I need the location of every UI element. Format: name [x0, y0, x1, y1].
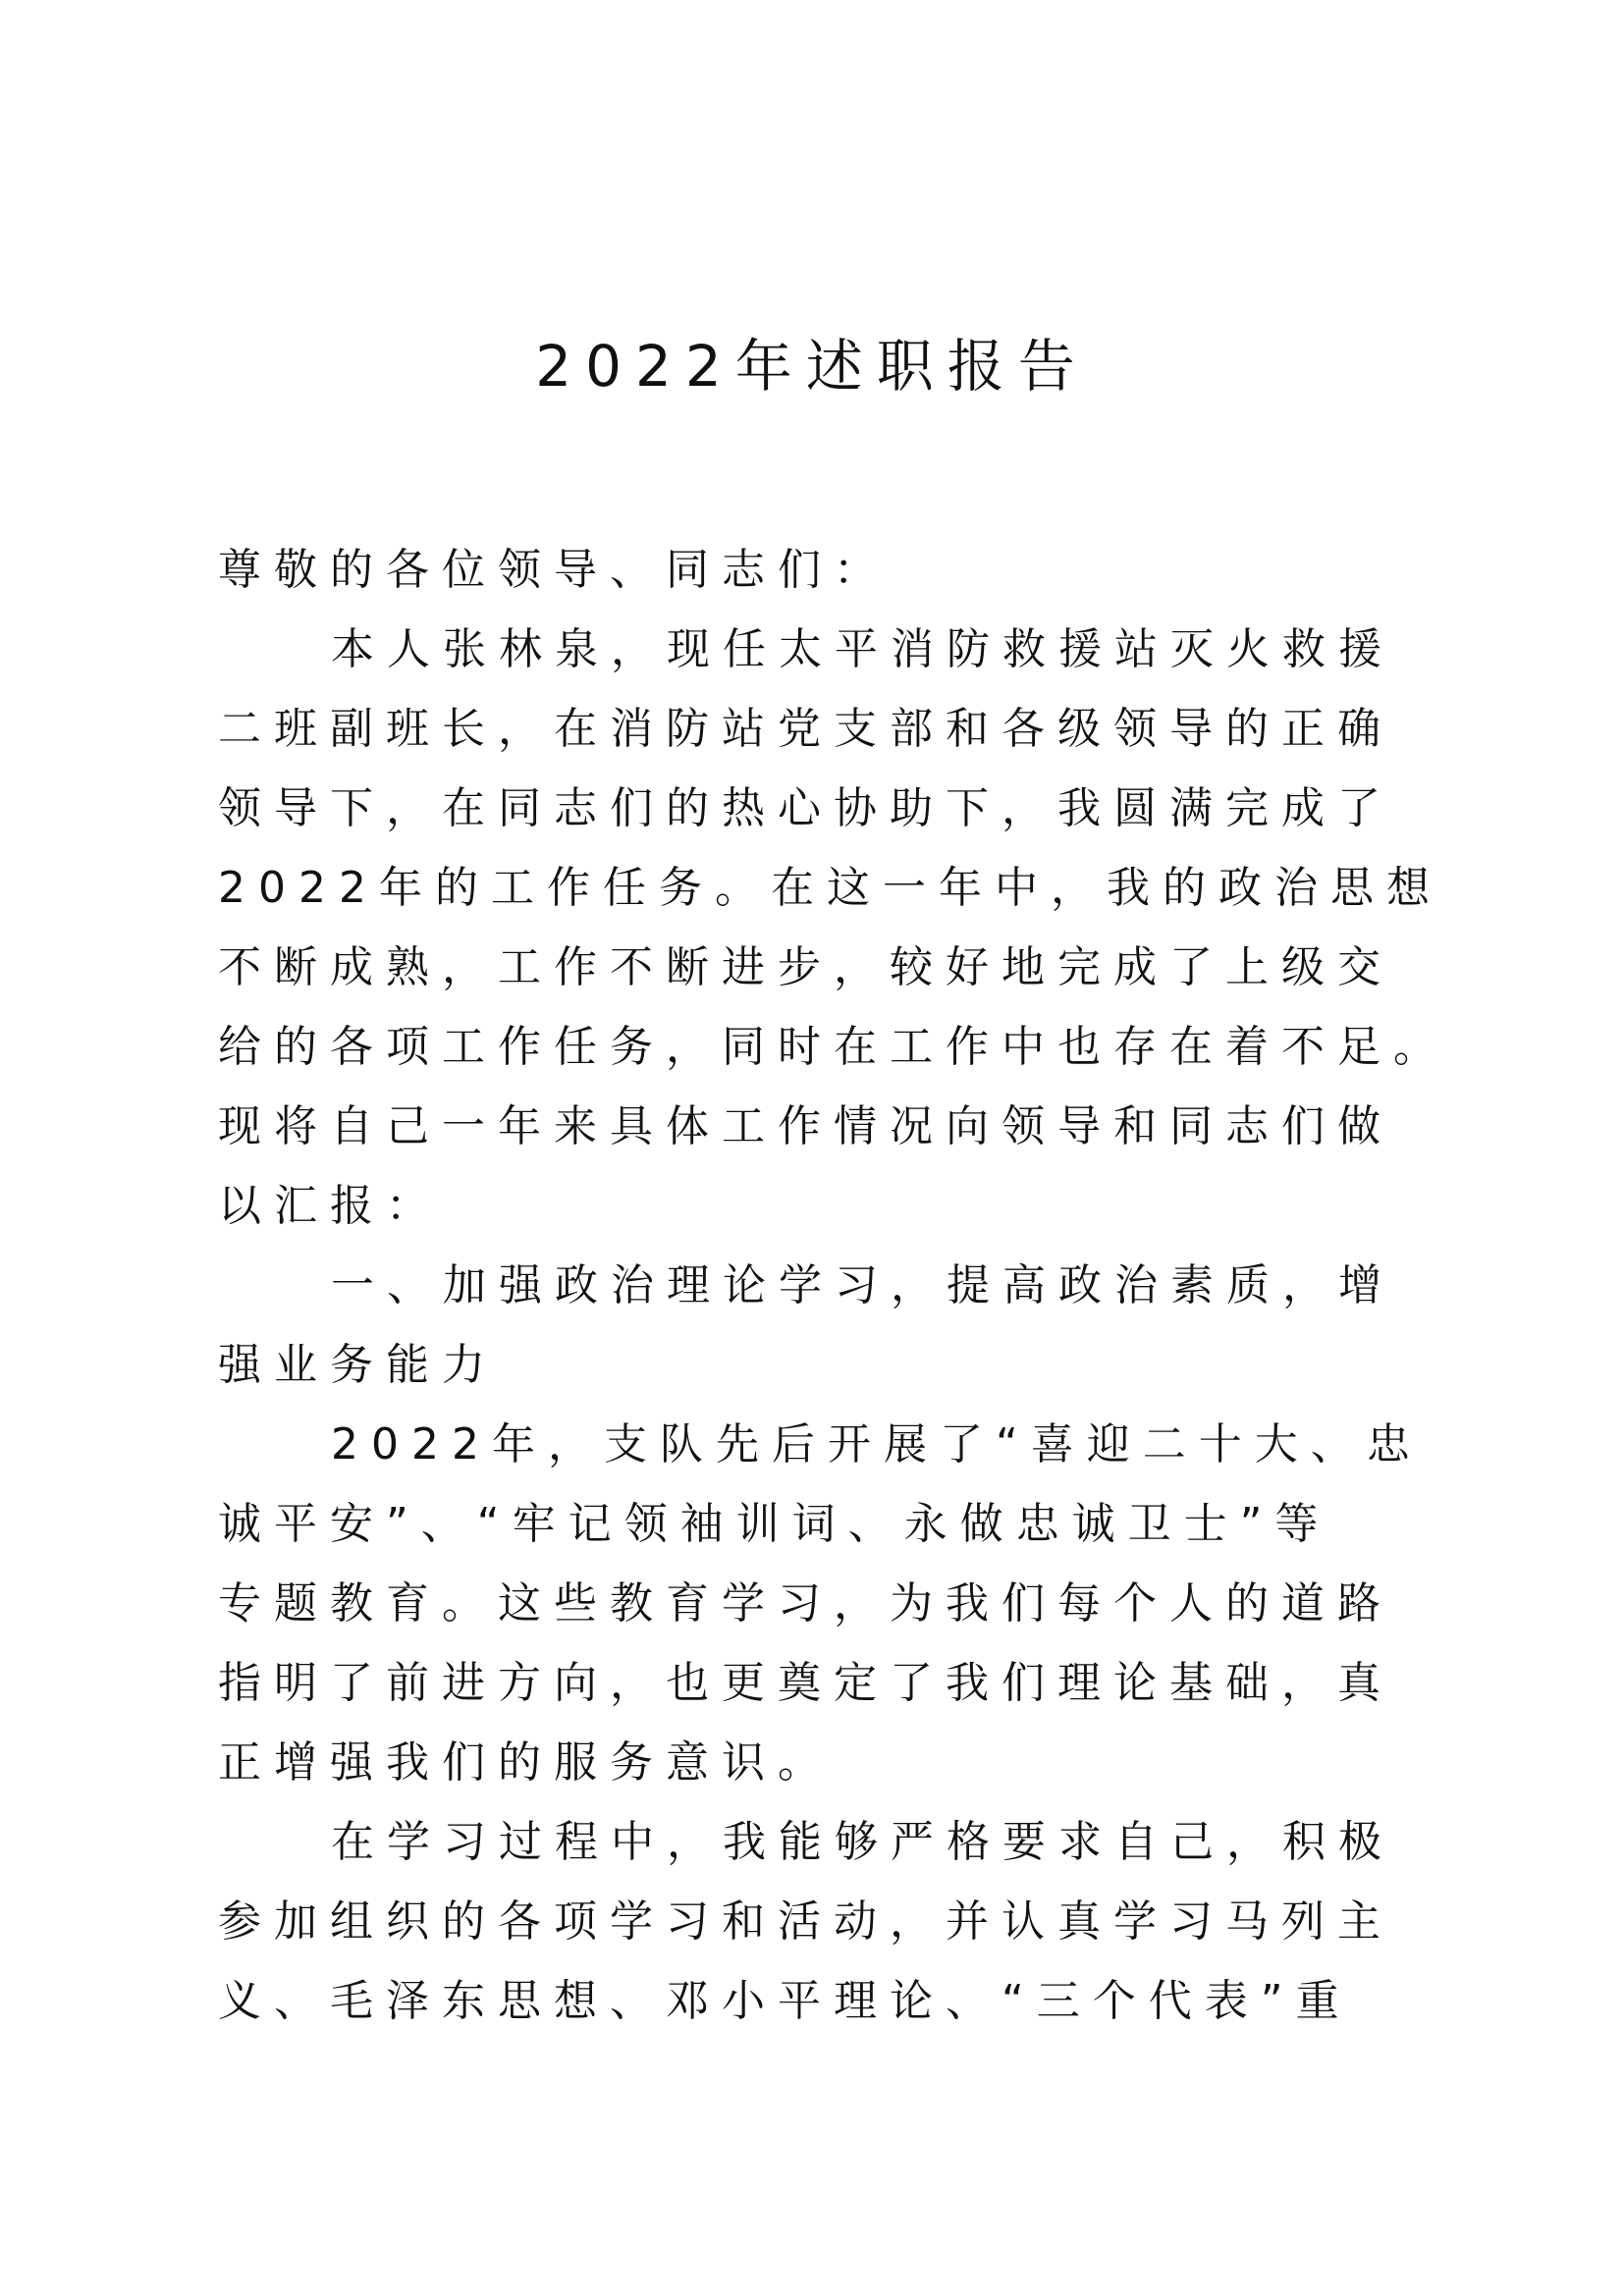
- paragraph-line: 给的各项工作任务，同时在工作中也存在着不足。: [218, 1022, 1449, 1072]
- paragraph-line: 2022年，支队先后开展了“喜迎二十大、忠: [331, 1419, 1423, 1469]
- paragraph-line: 二班副班长，在消防站党支部和各级领导的正确: [218, 704, 1393, 754]
- paragraph-line: 诚平安”、“牢记领袖训词、永做忠诚卫士”等: [218, 1499, 1331, 1549]
- paragraph-line: 参加组织的各项学习和活动，并认真学习马列主: [218, 1896, 1393, 1947]
- section-heading-line: 强业务能力: [218, 1340, 498, 1390]
- paragraph-line: 领导下，在同志们的热心协助下，我圆满完成了: [218, 783, 1393, 833]
- document-body: [218, 530, 1449, 2041]
- salutation-line: 尊敬的各位领导、同志们：: [218, 545, 890, 595]
- document-title: 2022年述职报告: [535, 333, 1089, 400]
- paragraph-line: 本人张林泉，现任太平消防救援站灭火救援: [331, 624, 1394, 674]
- paragraph-line: 指明了前进方向，也更奠定了我们理论基础，真: [218, 1658, 1393, 1708]
- paragraph-line: 不断成熟，工作不断进步，较好地完成了上级交: [218, 942, 1393, 992]
- paragraph-line: 义、毛泽东思想、邓小平理论、“三个代表”重: [218, 1976, 1352, 2026]
- paragraph-line: 以汇报：: [218, 1181, 442, 1231]
- section-heading-line: 一、加强政治理论学习，提高政治素质，增: [331, 1260, 1394, 1310]
- paragraph-line: 正增强我们的服务意识。: [218, 1737, 834, 1788]
- paragraph-line: 专题教育。这些教育学习，为我们每个人的道路: [218, 1578, 1393, 1629]
- paragraph-line: 现将自己一年来具体工作情况向领导和同志们做: [218, 1101, 1393, 1151]
- paragraph-line: 2022年的工作任务。在这一年中，我的政治思想: [218, 863, 1442, 913]
- paragraph-line: 在学习过程中，我能够严格要求自己，积极: [331, 1817, 1394, 1867]
